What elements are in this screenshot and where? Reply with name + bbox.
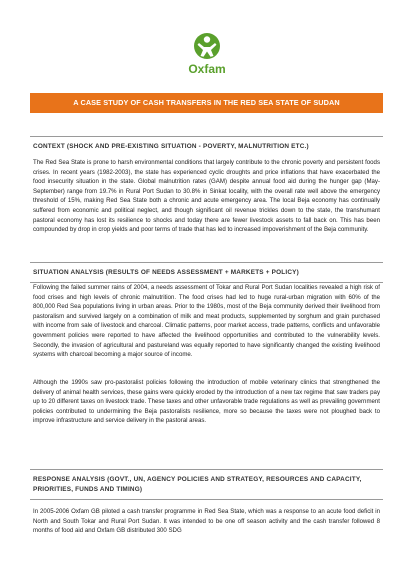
oxfam-logo [182, 32, 232, 78]
section-heading-response: RESPONSE ANALYSIS (GOVT., UN, AGENCY POLICIES AND STRATEGY, RESOURCES AND CAPACITY, PRIORITIES, FUNDS AND TIMING) [30, 469, 383, 500]
title-banner: A CASE STUDY OF CASH TRANSFERS IN THE RED SEA STATE OF SUDAN [30, 93, 383, 113]
section-heading-context: CONTEXT (SHOCK AND PRE-EXISTING SITUATION - POVERTY, MALNUTRITION ETC.) [30, 136, 383, 156]
situation-paragraph-2: Although the 1990s saw pro-pastoralist policies following the introduction of mobile veterinary clinics that strengthened the delivery of animal health services, these gains were quickly eroded by the introduction of a new tax regime that saw traders pay up to 20 different taxes on livestock trade. These taxes and other unfavorable trade regulations as well as prevailing government policies contributed to undermining the Beja pastoralists resilience, more so because the taxes were not ploughed back to improve infrastructure and service delivery in the pastoral areas. [33, 379, 380, 425]
response-paragraph: In 2005-2006 Oxfam GB piloted a cash transfer programme in Red Sea State, which was a response to an acute food deficit in North and South Tokar and Rural Port Sudan. It was intended to be one off season activity and the cash transfer followed 8 months of food aid and Oxfam GB distributed 300 SDG [33, 508, 380, 535]
section-heading-situation: SITUATION ANALYSIS (RESULTS OF NEEDS ASSESSMENT + MARKETS + POLICY) [30, 262, 383, 283]
oxfam-figure-icon [182, 32, 232, 62]
situation-paragraph-1: Following the failed summer rains of 2004, a needs assessment of Tokar and Rural Port Sudan localities revealed a high risk of food crises and high levels of chronic malnutrition. The food crises had led to huge rural-urban migration with 60% of the 800,000 Red Sea populations living in urban areas. Prior to the 1980s, most of the Beja community derived their livelihood from pastoralism and survived largely on a combination of milk and meat products, supplemented by sorghum and grain purchased with income from sale of livestock and charcoal. Climatic patterns, poor market access, trade patterns, conflicts and unfavorable government policies were reported to have affected the livelihood opportunities and contributed to the vulnerability levels. Secondly, the invasion of agricultural and pastureland was equally reported to have significantly changed the existing livelihood systems with charcoal becoming a major source of income. [33, 284, 380, 359]
logo-wordmark: Oxfam [188, 62, 226, 76]
context-paragraph: The Red Sea State is prone to harsh environmental conditions that largely contribute to the chronic poverty and persistent foods crises. In recent years (1982-2003), the state has experienced cyclic droughts and price inflations that have exacerbated the food insecurity situation in the state. Global malnutrition rates (GAM) despite annual food aid during the hunger gap (May- September) range from 19.7% in Rural Port Sudan to 30.8% in Sinkat locality, with the overall rate well above the emergency threshold of 15%, making Red Sea State both a chronic and acute emergency area. The local Beja economy has continually suffered from economic and political neglect, and though significant oil revenue trickles down to the state, the transhumant pastoral economy has lost its resilience to shocks and today there are fewer livestock assets to fall back on. This has been compounded by drop in crop yields and poor terms of trade that has led to increased impoverishment of the Beja community. [33, 159, 380, 234]
